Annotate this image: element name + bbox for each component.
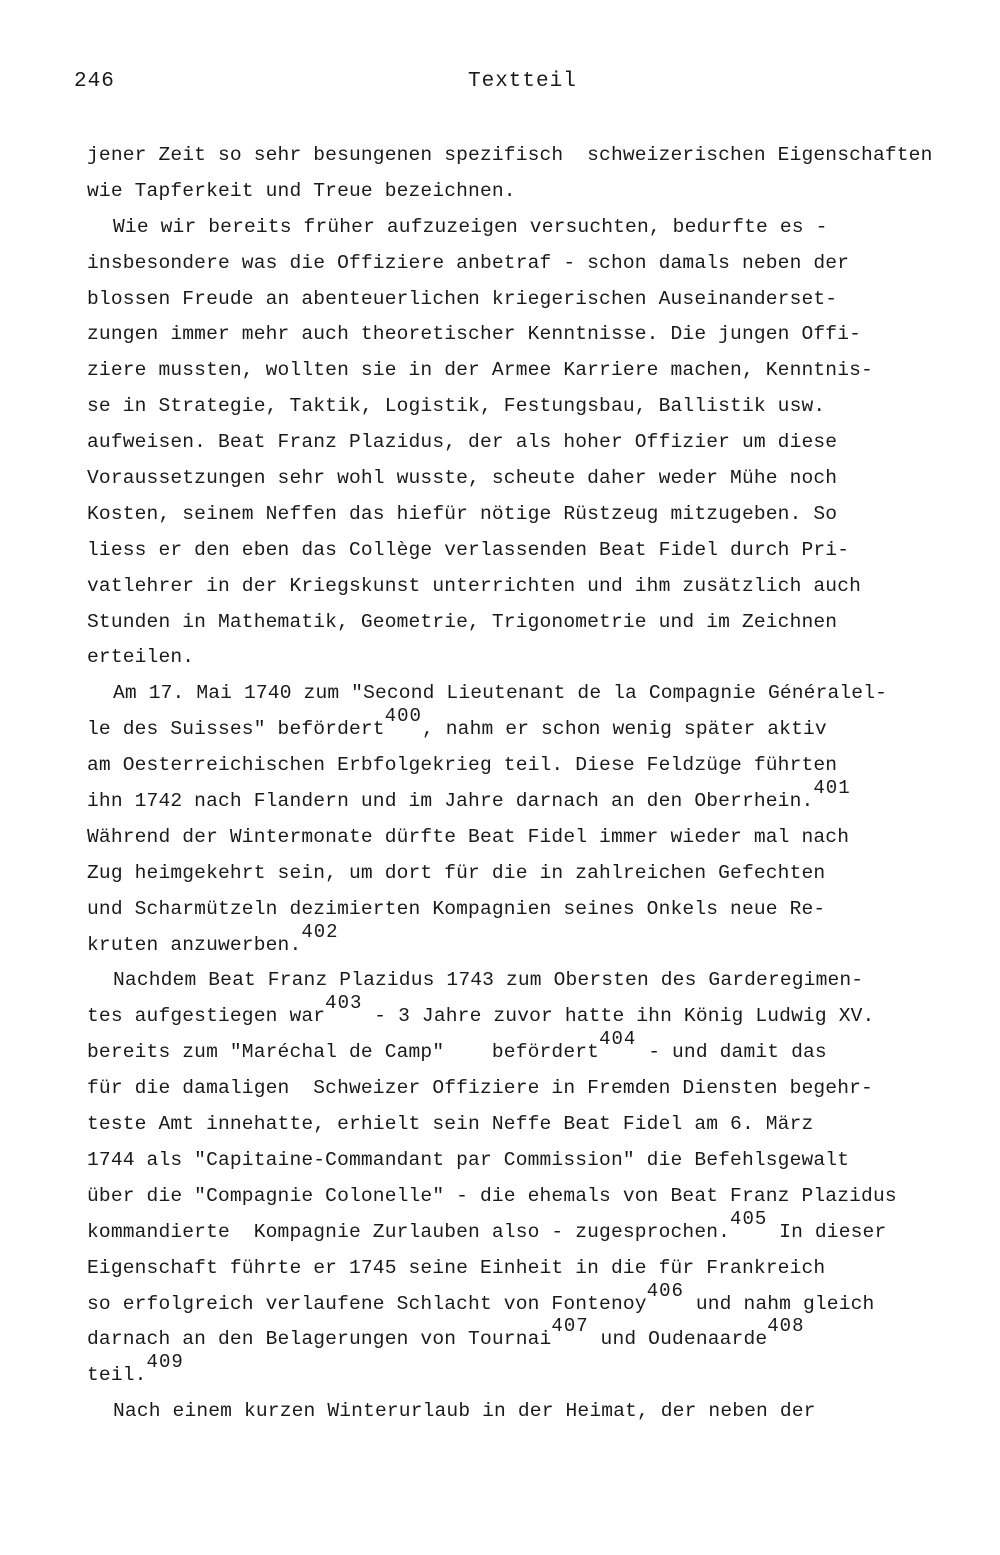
text-line xyxy=(87,1351,987,1394)
footnote-ref-408: 408 xyxy=(767,1315,805,1338)
text-line: liess er den eben das Collège verlassenden Beat Fidel durch Pri- xyxy=(87,538,850,561)
text-line xyxy=(87,705,987,748)
text-line: Stunden in Mathematik, Geometrie, Trigonometrie und im Zeichnen xyxy=(87,610,838,633)
text-line: aufweisen. Beat Franz Plazidus, der als hoher Offizier um diese xyxy=(87,431,838,454)
text-line xyxy=(87,1207,987,1251)
text-line: über die "Compagnie Colonelle" - die ehemals von Beat Franz Plazidus xyxy=(87,1184,897,1207)
footnote-ref-401: 401 xyxy=(813,777,851,800)
text-line: zungen immer mehr auch theoretischer Kenntnisse. Die jungen Offi- xyxy=(87,323,862,346)
footnote-ref-405: 405 xyxy=(730,1207,768,1230)
text-line: ziere mussten, wollten sie in der Armee Karriere machen, Kenntnis- xyxy=(87,359,873,382)
text-segment: - und damit das xyxy=(636,1041,827,1064)
text-line: vatlehrer in der Kriegskunst unterrichten und ihm zusätzlich auch xyxy=(87,574,862,597)
text-segment: so erfolgreich verlaufene Schlacht von Fontenoy xyxy=(87,1292,647,1315)
text-segment: und Oudenaarde xyxy=(588,1328,768,1351)
text-segment: le des Suisses" befördert xyxy=(87,718,385,741)
text-segment: kruten anzuwerben. xyxy=(87,933,302,956)
footnote-ref-407: 407 xyxy=(551,1315,589,1338)
text-line: 1744 als "Capitaine-Commandant par Commission" die Befehlsgewalt xyxy=(87,1148,850,1171)
text-line: erteilen. xyxy=(87,646,195,669)
text-line: wie Tapferkeit und Treue bezeichnen. xyxy=(87,179,516,202)
text-line: und Scharmützeln dezimierten Kompagnien seines Onkels neue Re- xyxy=(87,897,826,920)
footnote-ref-406: 406 xyxy=(646,1279,684,1302)
text-line: blossen Freude an abenteuerlichen kriegerischen Auseinanderset- xyxy=(87,287,838,310)
page-header xyxy=(0,70,1000,100)
text-line: Voraussetzungen sehr wohl wusste, scheute daher weder Mühe noch xyxy=(87,467,838,490)
text-segment: In dieser xyxy=(767,1220,887,1243)
text-line xyxy=(87,1315,987,1358)
footnote-ref-409: 409 xyxy=(146,1351,184,1374)
footnote-ref-400: 400 xyxy=(384,705,422,728)
paragraph-start: Wie wir bereits früher aufzuzeigen versuchten, bedurfte es - xyxy=(113,215,828,238)
text-line xyxy=(87,992,987,1035)
text-segment: ihn 1742 nach Flandern und im Jahre darnach an den Oberrhein. xyxy=(87,790,814,813)
text-segment: darnach an den Belagerungen von Tournai xyxy=(87,1328,552,1351)
footnote-ref-404: 404 xyxy=(599,1028,637,1051)
text-segment: und nahm gleich xyxy=(683,1292,875,1315)
text-line: für die damaligen Schweizer Offiziere in Fremden Diensten begehr- xyxy=(87,1077,873,1100)
text-line: jener Zeit so sehr besungenen spezifisch schweizerischen Eigenschaften xyxy=(87,144,933,166)
text-line: Zug heimgekehrt sein, um dort für die in zahlreichen Gefechten xyxy=(87,861,826,884)
text-segment: - 3 Jahre zuvor hatte ihn König Ludwig XV. xyxy=(362,1005,875,1028)
footnote-ref-402: 402 xyxy=(301,920,339,943)
page-number: 246 xyxy=(74,70,115,93)
text-line: teste Amt innehatte, erhielt sein Neffe Beat Fidel am 6. März xyxy=(87,1113,814,1136)
text-line xyxy=(87,1028,987,1071)
paragraph-start: Nachdem Beat Franz Plazidus 1743 zum Obersten des Garderegimen- xyxy=(113,969,864,992)
text-segment: teil. xyxy=(87,1364,147,1387)
text-line: am Oesterreichischen Erbfolgekrieg teil. Diese Feldzüge führten xyxy=(87,754,838,777)
text-line xyxy=(87,1279,987,1323)
text-line: Eigenschaft führte er 1745 seine Einheit in die für Frankreich xyxy=(87,1256,826,1279)
running-title: Textteil xyxy=(468,70,577,93)
text-line: se in Strategie, Taktik, Logistik, Festungsbau, Ballistik usw. xyxy=(87,395,826,418)
paragraph-start: Nach einem kurzen Winterurlaub in der Heimat, der neben der xyxy=(113,1400,816,1423)
text-segment: tes aufgestiegen war xyxy=(87,1005,326,1028)
text-segment: bereits zum "Maréchal de Camp" befördert xyxy=(87,1041,600,1064)
text-line xyxy=(87,920,987,964)
text-segment: kommandierte Kompagnie Zurlauben also - zugesprochen. xyxy=(87,1220,731,1243)
footnote-ref-403: 403 xyxy=(325,992,363,1015)
text-line: insbesondere was die Offiziere anbetraf - schon damals neben der xyxy=(87,251,850,274)
text-segment: , nahm er schon wenig später aktiv xyxy=(421,718,827,741)
text-line: Kosten, seinem Neffen das hiefür nötige Rüstzeug mitzugeben. So xyxy=(87,502,838,525)
paragraph-start: Am 17. Mai 1740 zum "Second Lieutenant de la Compagnie Généralel- xyxy=(113,682,888,705)
text-line: Während der Wintermonate dürfte Beat Fidel immer wieder mal nach xyxy=(87,825,850,848)
text-line xyxy=(87,777,987,820)
body-text xyxy=(87,138,987,1430)
